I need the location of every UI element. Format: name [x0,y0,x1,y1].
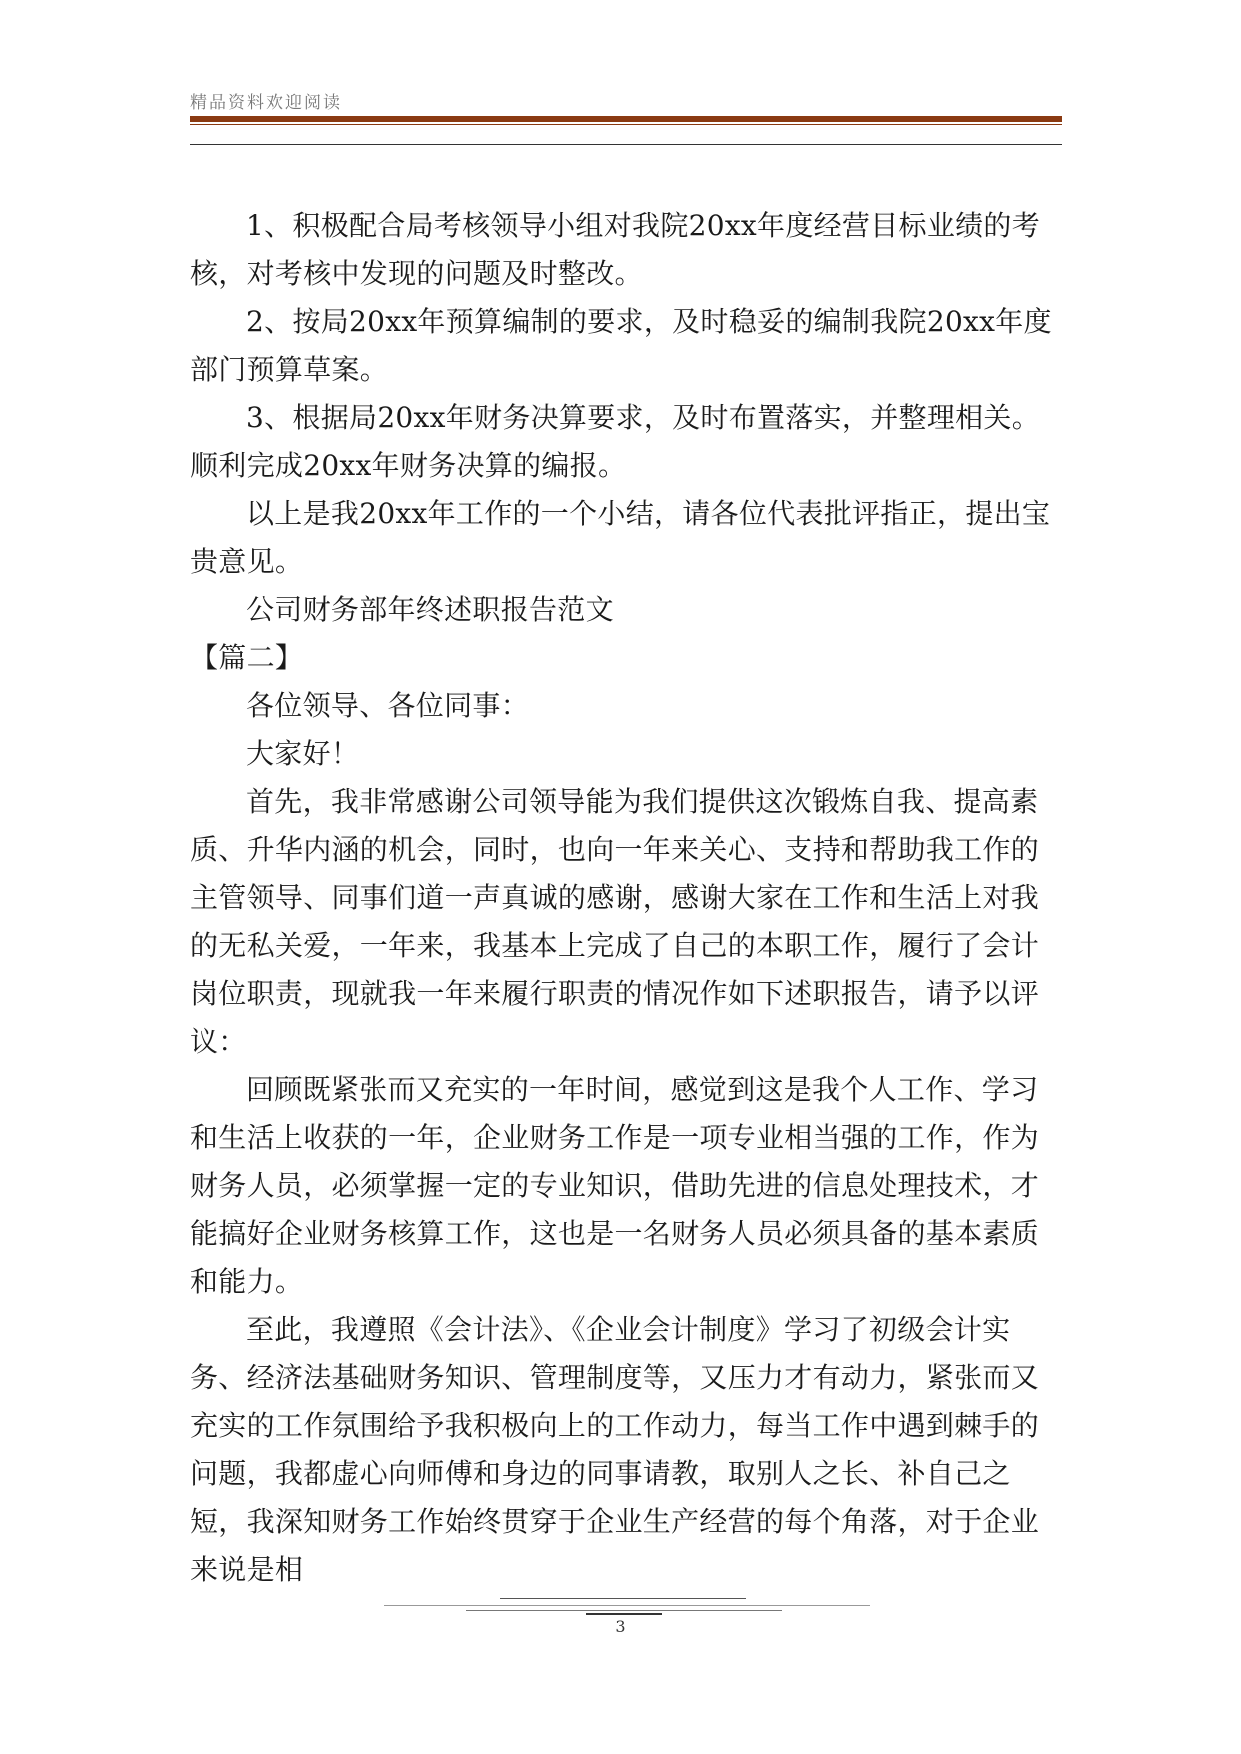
paragraph-review: 回顾既紧张而又充实的一年时间，感觉到这是我个人工作、学习和生活上收获的一年，企业财务工作是一项专业相当强的工作，作为财务人员，必须掌握一定的专业知识，借助先进的信息处理技术，才能搞好企业财务核算工作，这也是一名财务人员必须具备的基本素质和能力。 [190,1073,1040,1298]
greeting: 大家好！ [246,737,360,770]
document-body [190,202,1062,1594]
header-rule-thick [190,116,1062,122]
header-rule-bottom [190,144,1062,145]
paragraph-item-3: 3、根据局20xx年财务决算要求，及时布置落实，并整理相关。顺利完成20xx年财务决算的编报。 [190,401,1041,482]
paragraph-study: 至此，我遵照《会计法》、《企业会计制度》学习了初级会计实务、经济法基础财务知识、管理制度等，又压力才有动力，紧张而又充实的工作氛围给予我积极向上的工作动力，每当工作中遇到棘手的问题，我都虚心向师傅和身边的同事请教，取别人之长、补自己之短，我深知财务工作始终贯穿于企业生产经营的每个角落，对于企业来说是相 [190,1313,1040,1586]
paragraph-intro: 首先，我非常感谢公司领导能为我们提供这次锻炼自我、提高素质、升华内涵的机会，同时，也向一年来关心、支持和帮助我工作的主管领导、同事们道一声真诚的感谢，感谢大家在工作和生活上对我的无私关爱，一年来，我基本上完成了自己的本职工作，履行了会计岗位职责，现就我一年来履行职责的情况作如下述职报告，请予以评议： [190,785,1040,1058]
paragraph-item-1: 1、积极配合局考核领导小组对我院20xx年度经营目标业绩的考核，对考核中发现的问题及时整改。 [190,209,1041,290]
section-title: 公司财务部年终述职报告范文 [246,593,614,626]
page-number: 3 [615,1617,626,1636]
header-text: 精品资料欢迎阅读 [190,93,342,113]
paragraph-item-2: 2、按局20xx年预算编制的要求，及时稳妥的编制我院20xx年度部门预算草案。 [190,305,1052,386]
paragraph-summary: 以上是我20xx年工作的一个小结，请各位代表批评指正，提出宝贵意见。 [190,497,1051,578]
salutation: 各位领导、各位同事： [246,689,530,722]
header-rule-thin [190,124,1062,125]
section-label: 【篇二】 [190,641,304,674]
